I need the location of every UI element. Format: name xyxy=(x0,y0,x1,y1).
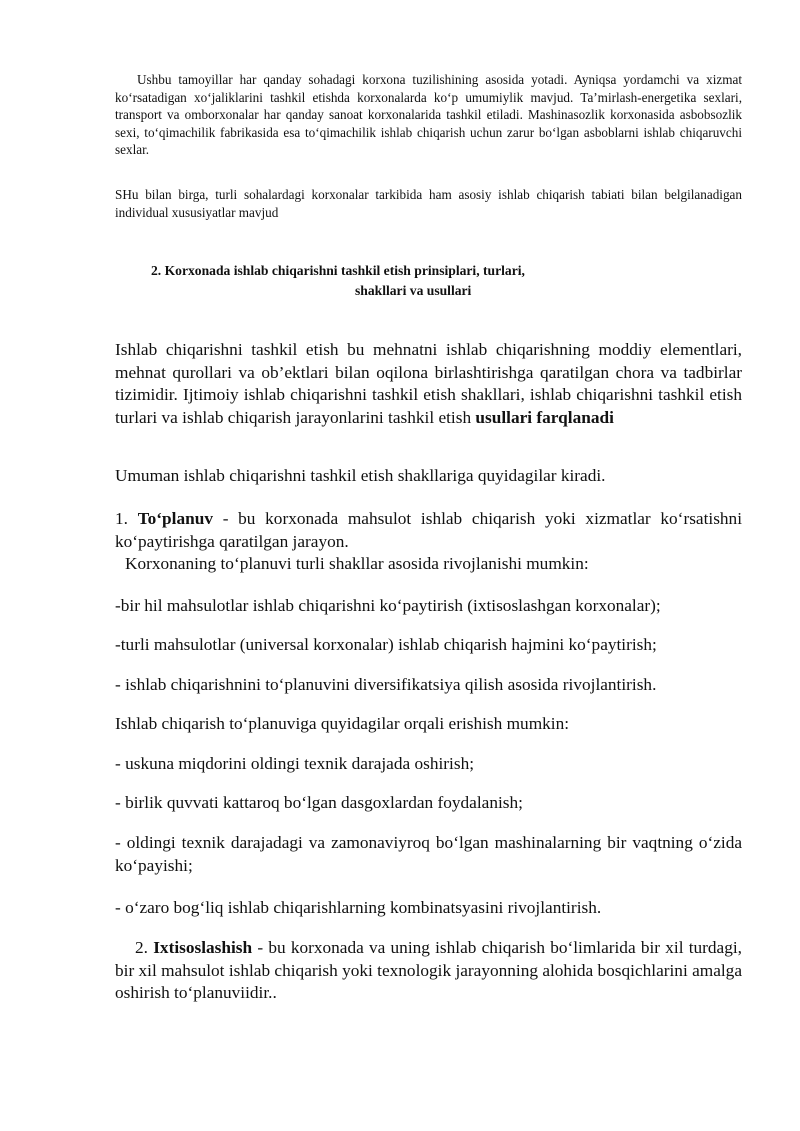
section-heading-line-1: 2. Korxonada ishlab chiqarishni tashkil etish prinsiplari, turlari, xyxy=(151,263,525,278)
item-1-number: 1. xyxy=(115,509,128,528)
item-1-subline: Korxonaning to‘planuvi turli shakllar asosida rivojlanishi mumkin: xyxy=(125,554,589,573)
item-2-text: - bu korxonada va uning ishlab chiqarish bo‘limlarida bir xil turdagi, bir xil mahsulot ishlab chiqarish yoki texnologik jarayonning alohida bosqichlarini amalga oshirish to‘planuviidir.. xyxy=(115,938,742,1002)
item-2-paragraph xyxy=(115,937,742,1005)
list-1-item-b: -turli mahsulotlar (universal korxonalar) ishlab chiqarish hajmini ko‘paytirish; xyxy=(115,635,657,654)
list-2-item-a: - uskuna miqdorini oldingi texnik darajada oshirish; xyxy=(115,754,475,773)
list-2-item-d: - o‘zaro bog‘liq ishlab chiqarishlarning kombinatsyasini rivojlantirish. xyxy=(115,898,602,917)
item-2-term: Ixtisoslashish xyxy=(153,938,253,957)
definition-text: Ishlab chiqarishni tashkil etish bu mehnatni ishlab chiqarishning moddiy elementlari, mehnat qurollari va ob’ektlari bilan oqilona birlashtirishga qaratilgan chora va tadbirlar tizimidir. Ijtimoiy ishlab chiqarishni tashkil etish shakllari, ishlab chiqarishni tashkil etish turlari va ishlab chiqarish jarayonlarini tashkil etish xyxy=(115,340,742,427)
item-1-paragraph xyxy=(115,508,742,576)
item-2-number: 2. xyxy=(135,938,148,957)
forms-intro-paragraph: Umuman ishlab chiqarishni tashkil etish shakllariga quyidagilar kiradi. xyxy=(115,466,606,485)
section-heading xyxy=(115,261,742,301)
intro-paragraph-2: SHu bilan birga, turli sohalardagi korxonalar tarkibida ham asosiy ishlab chiqarish tabiati bilan belgilanadigan individual xususiyatlar mavjud xyxy=(115,187,742,220)
section-heading-line-2: shakllari va usullari xyxy=(355,283,472,298)
definition-paragraph xyxy=(115,339,742,429)
item-1-text: - bu korxonada mahsulot ishlab chiqarish yoki xizmatlar ko‘rsatishni ko‘paytirishga qaratilgan jarayon. xyxy=(115,509,742,551)
methods-intro-paragraph: Ishlab chiqarish to‘planuviga quyidagilar orqali erishish mumkin: xyxy=(115,714,570,733)
list-2-item-b: - birlik quvvati kattaroq bo‘lgan dasgoxlardan foydalanish; xyxy=(115,793,523,812)
item-1-term: To‘planuv xyxy=(137,509,213,528)
intro-paragraph-1: Ushbu tamoyillar har qanday sohadagi korxona tuzilishining asosida yotadi. Ayniqsa yordamchi va xizmat ko‘rsatadigan xo‘jaliklarini tashkil etishda korxonalarda ko‘p umumiylik mavjud. Ta’mirlash-energetika sexlari, transport va omborxonalar har qanday sanoat korxonalarida tashkil etiladi. Mashinasozlik korxonasida asbobsozlik sexi, to‘qimachilik fabrikasida esa to‘qimachilik ishlab chiqarish uchun zarur bo‘lgan asboblarni ishlab chiqaruvchi sexlar. xyxy=(115,72,742,158)
list-1-item-a: -bir hil mahsulotlar ishlab chiqarishni ko‘paytirish (ixtisoslashgan korxonalar); xyxy=(115,596,661,615)
list-1-item-c: - ishlab chiqarishnini to‘planuvini diversifikatsiya qilish asosida rivojlantirish. xyxy=(115,675,657,694)
definition-bold-text: usullari farqlanadi xyxy=(475,407,614,427)
list-2-item-c: - oldingi texnik darajadagi va zamonaviyroq bo‘lgan mashinalarning bir vaqtning o‘zida ko‘payishi; xyxy=(115,833,742,875)
